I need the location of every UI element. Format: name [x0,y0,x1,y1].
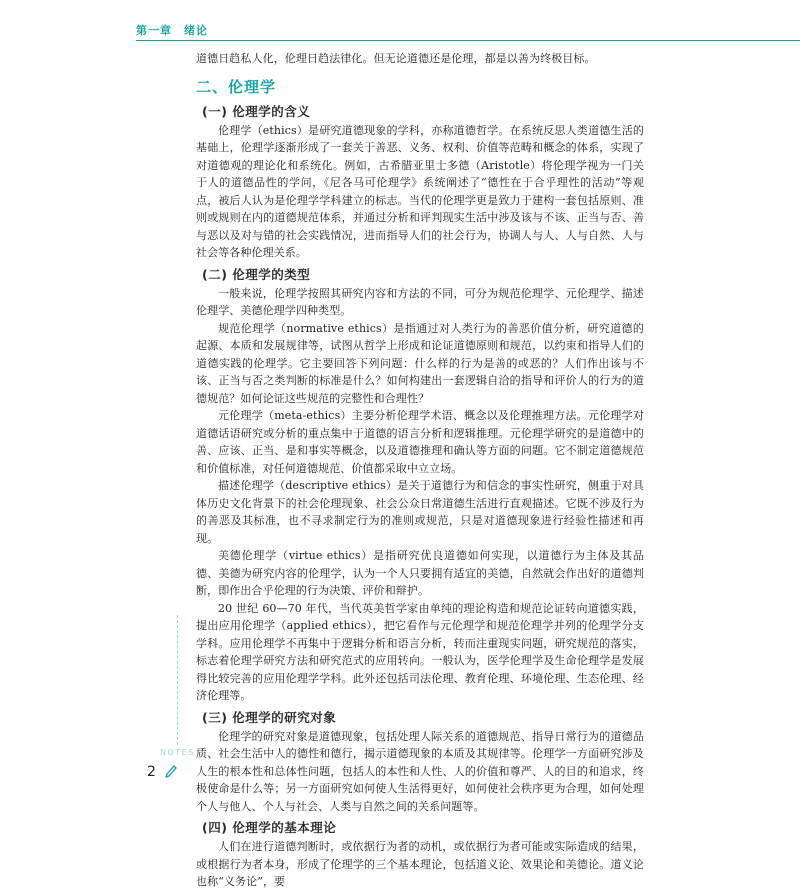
notes-rail [177,615,179,745]
chapter-header [136,22,208,38]
intro-line: 道德日趋私人化，伦理日趋法律化。但无论道德还是伦理，都是以善为终极目标。 [196,52,596,65]
subsection-heading-objects: (三) 伦理学的研究对象 [202,709,337,725]
header-rule [136,40,800,41]
paragraph: 伦理学的研究对象是道德现象，包括处理人际关系的道德规范、指导日常行为的道德品质、社会生活中人的德性和德行，揭示道德现象的本质及其规律等。伦理学一方面研究涉及人生的根本性和总体性问题，包括人的本性和人性、人的价值和尊严、人的目的和追求，终极使命是什么等；另一方面研究如何使人生活得更好，如何使社会秩序更为合理，如何处理个人与他人、个人与社会、人类与自然之间的关系问题等。 [196,729,644,813]
subsection-heading-types: (二) 伦理学的类型 [202,266,311,282]
notes-label: NOTES [160,748,195,757]
page-content [196,50,644,891]
paragraph: 描述伦理学（descriptive ethics）是关于道德行为和信念的事实性研究，侧重于对具体历史文化背景下的社会伦理现象、社会公众日常道德生活进行直观描述。它既不涉及行为的善恶及其标准，也不寻求制定行为的准则或规范，只是对道德现象进行经验性描述和再现。 [196,479,644,545]
subsection-heading-meaning: (一) 伦理学的含义 [202,103,311,119]
subsection-heading-theories: (四) 伦理学的基本理论 [202,820,337,835]
paragraph: 人们在进行道德判断时，或依据行为者的动机，或依据行为者可能或实际造成的结果，或根据行为者本身，形成了伦理学的三个基本理论，包括道义论、效果论和美德论。道义论也称“义务论”，要 [196,840,644,888]
pencil-icon [163,764,177,780]
paragraph: 一般来说，伦理学按照其研究内容和方法的不同，可分为规范伦理学、元伦理学、描述伦理学、美德伦理学四种类型。 [196,286,644,317]
section-heading: 二、伦理学 [196,77,277,96]
paragraph: 元伦理学（meta-ethics）主要分析伦理学术语、概念以及伦理推理方法。元伦理学对道德话语研究或分析的重点集中于道德的语言分析和逻辑推理。元伦理学研究的是道德中的善、应该、正当、是和事实等概念，以及道德推理和确认等方面的问题。它不制定道德规范和价值标准，对任何道德规范、价值都采取中立立场。 [196,409,644,475]
page-number: 2 [147,764,156,780]
paragraph: 规范伦理学（normative ethics）是指通过对人类行为的善恶价值分析，研究道德的起源、本质和发展规律等，试图从哲学上形成和论证道德原则和规范，以约束和指导人们的道德实践的伦理学。它主要回答下列问题：什么样的行为是善的或恶的？人们作出该与不该、正当与否之类判断的标准是什么？如何构建出一套逻辑自洽的指导和评价人的行为的道德规范？如何论证这些规范的完整性和合理性？ [196,321,644,405]
chapter-title: 绪论 [184,24,208,37]
paragraph: 美德伦理学（virtue ethics）是指研究优良道德如何实现，以道德行为主体及其品德、美德为研究内容的伦理学，认为一个人只要拥有适宜的美德，自然就会作出好的道德判断，即作出合乎伦理的行为决策、评价和辩护。 [196,549,644,597]
paragraph: 20 世纪 60—70 年代，当代英美哲学家由单纯的理论构造和规范论证转向道德实践，提出应用伦理学（applied ethics），把它看作与元伦理学和规范伦理学并列的伦理学分支学科。应用伦理学不再集中于逻辑分析和语言分析，转而注重现实问题，研究规范的落实，标志着伦理学研究方法和研究范式的应用转向。一般认为，医学伦理学及生命伦理学是发展得比较完善的应用伦理学学科。此外还包括司法伦理、教育伦理、环境伦理、生态伦理、经济伦理等。 [196,601,644,702]
paragraph: 伦理学（ethics）是研究道德现象的学科，亦称道德哲学。在系统反思人类道德生活的基础上，伦理学逐渐形成了一套关于善恶、义务、权利、价值等范畴和概念的体系，实现了对道德观的理论化和系统化。例如，古希腊亚里士多德（Aristotle）将伦理学视为一门关于人的道德品性的学问，《尼各马可伦理学》系统阐述了“德性在于合乎理性的活动”等观点，被后人认为是伦理学学科建立的标志。当代的伦理学更是致力于建构一套包括原则、准则或规则在内的道德规范体系，并通过分析和评判现实生活中涉及该与不该、正当与否、善与恶以及对与错的社会实践情况，进而指导人们的社会行为，协调人与人、人与自然、人与社会等各种伦理关系。 [196,123,644,259]
chapter-number: 第一章 [136,24,172,37]
